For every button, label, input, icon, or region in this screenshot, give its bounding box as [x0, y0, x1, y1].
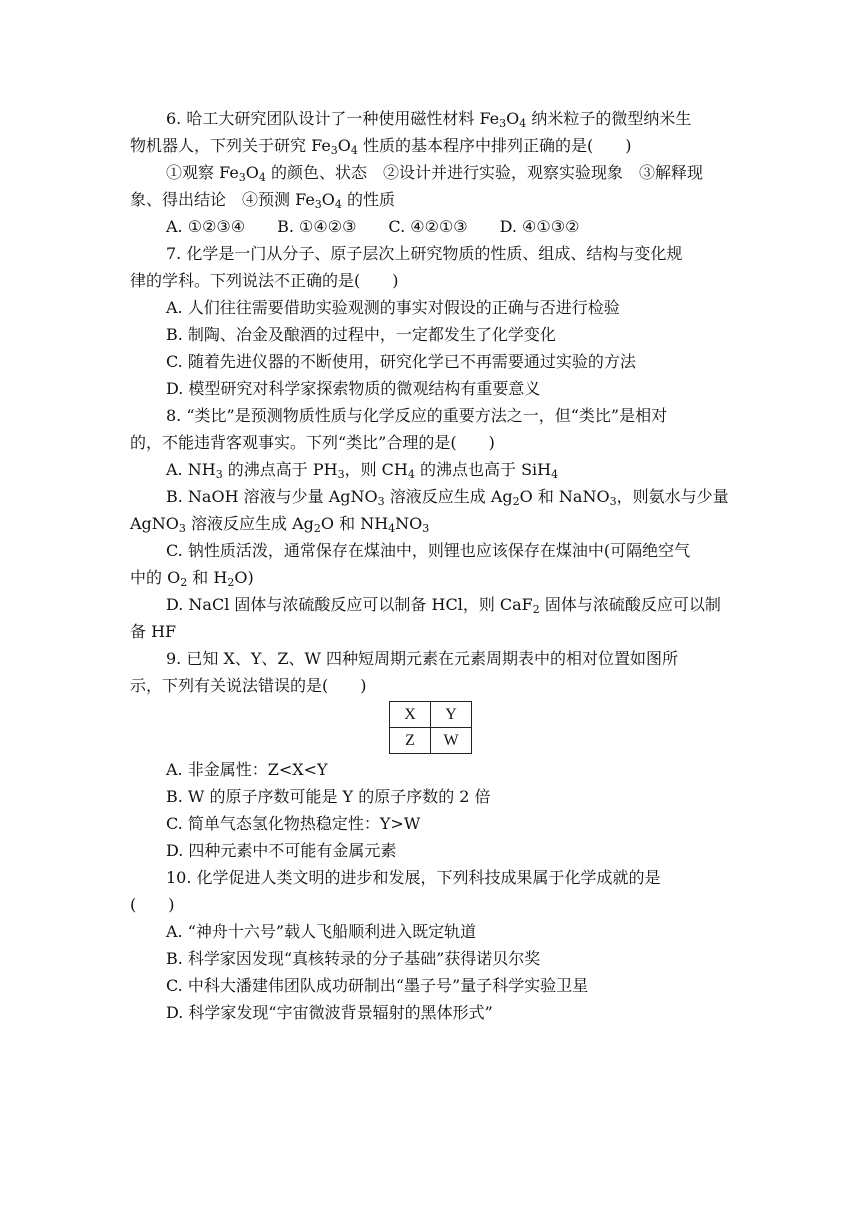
text-line [130, 433, 495, 453]
subscript: 2 [532, 603, 540, 616]
text-line [130, 136, 632, 156]
text-run: 示，下列有关说法错误的是( ) [130, 676, 367, 695]
table-cell-z: Z [390, 728, 431, 754]
subscript: 3 [377, 495, 385, 508]
subscript: 4 [388, 522, 396, 535]
text-line [166, 787, 491, 807]
table-cell-y: Y [431, 702, 472, 728]
text-line [166, 487, 729, 507]
text-run: 6. 哈工大研究团队设计了一种使用磁性材料 Fe [166, 109, 500, 128]
text-line [166, 868, 661, 888]
subscript: 4 [258, 171, 266, 184]
text-run: NO [395, 514, 423, 533]
text-line [130, 568, 254, 588]
text-run: A. 非金属性：Z<X<Y [166, 760, 328, 779]
text-run: 象、得出结论 ④预测 Fe [130, 190, 315, 209]
text-run: A. ①②③④ B. ①④②③ C. ④②①③ D. ④①③② [166, 217, 580, 236]
text-line [166, 760, 328, 780]
periodic-position-table [389, 701, 472, 754]
text-run: O) [234, 568, 254, 587]
text-line [166, 244, 682, 264]
subscript: 4 [350, 144, 358, 157]
subscript: 4 [551, 468, 559, 481]
subscript: 3 [314, 198, 322, 211]
text-run: O [506, 109, 520, 128]
text-run: O 和 NaNO [519, 487, 610, 506]
text-line [166, 109, 691, 129]
text-line [130, 271, 399, 291]
text-run: C. 随着先进仪器的不断使用，研究化学已不再需要通过实验的方法 [166, 352, 636, 371]
text-line [130, 190, 395, 210]
text-run: D. 科学家发现“宇宙微波背景辐射的黑体形式” [166, 1003, 493, 1022]
subscript: 4 [334, 198, 342, 211]
table-row [390, 702, 472, 728]
subscript: 3 [422, 522, 430, 535]
text-run: 的性质 [341, 190, 396, 209]
text-line [166, 379, 540, 399]
text-run: 和 H [187, 568, 228, 587]
text-run: 7. 化学是一门从分子、原子层次上研究物质的性质、组成、结构与变化规 [166, 244, 683, 263]
text-run: C. 中科大潘建伟团队成功研制出“墨子号”量子科学实验卫星 [166, 976, 589, 995]
text-line [166, 298, 620, 318]
text-run: 律的学科。下列说法不正确的是( ) [130, 271, 399, 290]
text-run: 的，不能违背客观事实。下列“类比”合理的是( ) [130, 433, 495, 452]
subscript: 2 [313, 522, 321, 535]
subscript: 2 [180, 576, 188, 589]
text-run: B. 科学家因发现“真核转录的分子基础”获得诺贝尔奖 [166, 949, 541, 968]
text-line [166, 949, 540, 969]
text-run: ①观察 Fe [166, 163, 239, 182]
text-line [166, 1003, 493, 1023]
table-row [390, 728, 472, 754]
text-run: 中的 O [130, 568, 181, 587]
subscript: 4 [519, 117, 527, 130]
text-run: 备 HF [130, 622, 177, 641]
text-run: D. 模型研究对科学家探索物质的微观结构有重要意义 [166, 379, 541, 398]
text-line [166, 163, 703, 183]
text-run: A. “神舟十六号”载人飞船顺利进入既定轨道 [166, 922, 477, 941]
text-run: 物机器人，下列关于研究 Fe [130, 136, 331, 155]
text-run: B. NaOH 溶液与少量 AgNO [166, 487, 378, 506]
text-line [130, 622, 176, 642]
text-line [130, 676, 367, 696]
text-run: O [245, 163, 259, 182]
text-line [166, 352, 636, 372]
text-line [166, 595, 721, 615]
text-run: A. 人们往往需要借助实验观测的事实对假设的正确与否进行检验 [166, 298, 620, 317]
subscript: 3 [609, 495, 617, 508]
subscript: 2 [227, 576, 235, 589]
text-run: D. NaCl 固体与浓硫酸反应可以制备 HCl，则 CaF [166, 595, 533, 614]
text-run: 纳米粒子的微型纳米生 [526, 109, 692, 128]
text-run: 性质的基本程序中排列正确的是( ) [357, 136, 632, 155]
text-line [166, 976, 588, 996]
text-line [166, 541, 690, 561]
table-cell-x: X [390, 702, 431, 728]
text-run: 10. 化学促进人类文明的进步和发展，下列科技成果属于化学成就的是 [166, 868, 661, 887]
subscript: 4 [407, 468, 415, 481]
text-run: 8. “类比”是预测物质性质与化学反应的重要方法之一，但“类比”是相对 [166, 406, 668, 425]
text-run: C. 简单气态氢化物热稳定性：Y>W [166, 814, 421, 833]
text-line [130, 514, 429, 534]
text-line [166, 649, 678, 669]
text-line [166, 325, 556, 345]
text-run: O [337, 136, 351, 155]
text-run: 9. 已知 X、Y、Z、W 四种短周期元素在元素周期表中的相对位置如图所 [166, 649, 679, 668]
text-run: B. W 的原子序数可能是 Y 的原子序数的 2 倍 [166, 787, 491, 806]
text-run: 的沸点也高于 SiH [414, 460, 552, 479]
subscript: 2 [512, 495, 520, 508]
text-run: 的沸点高于 PH [222, 460, 338, 479]
text-run: C. 钠性质活泼，通常保存在煤油中，则锂也应该保存在煤油中(可隔绝空气 [166, 541, 691, 560]
subscript: 3 [337, 468, 345, 481]
text-run: B. 制陶、冶金及酿酒的过程中，一定都发生了化学变化 [166, 325, 556, 344]
text-run: A. NH [166, 460, 216, 479]
text-line [166, 460, 558, 480]
text-run: O 和 NH [320, 514, 389, 533]
text-run: ，则氨水与少量 [616, 487, 729, 506]
text-line [166, 406, 667, 426]
text-line [166, 814, 420, 834]
text-run: ( ) [130, 895, 175, 914]
text-line [166, 217, 579, 237]
text-line [166, 841, 396, 861]
text-run: 的颜色、状态 ②设计并进行实验，观察实验现象 ③解释现 [265, 163, 704, 182]
subscript: 3 [215, 468, 223, 481]
text-line [166, 922, 476, 942]
text-line [130, 895, 175, 915]
text-run: D. 四种元素中不可能有金属元素 [166, 841, 397, 860]
subscript: 3 [499, 117, 507, 130]
text-run: ，则 CH [344, 460, 408, 479]
text-run: 溶液反应生成 Ag [185, 514, 314, 533]
text-run: 溶液反应生成 Ag [384, 487, 513, 506]
subscript: 3 [330, 144, 338, 157]
table-cell-w: W [431, 728, 472, 754]
subscript: 3 [238, 171, 246, 184]
text-run: 固体与浓硫酸反应可以制 [539, 595, 721, 614]
text-run: O [321, 190, 335, 209]
subscript: 3 [178, 522, 186, 535]
text-run: AgNO [130, 514, 179, 533]
